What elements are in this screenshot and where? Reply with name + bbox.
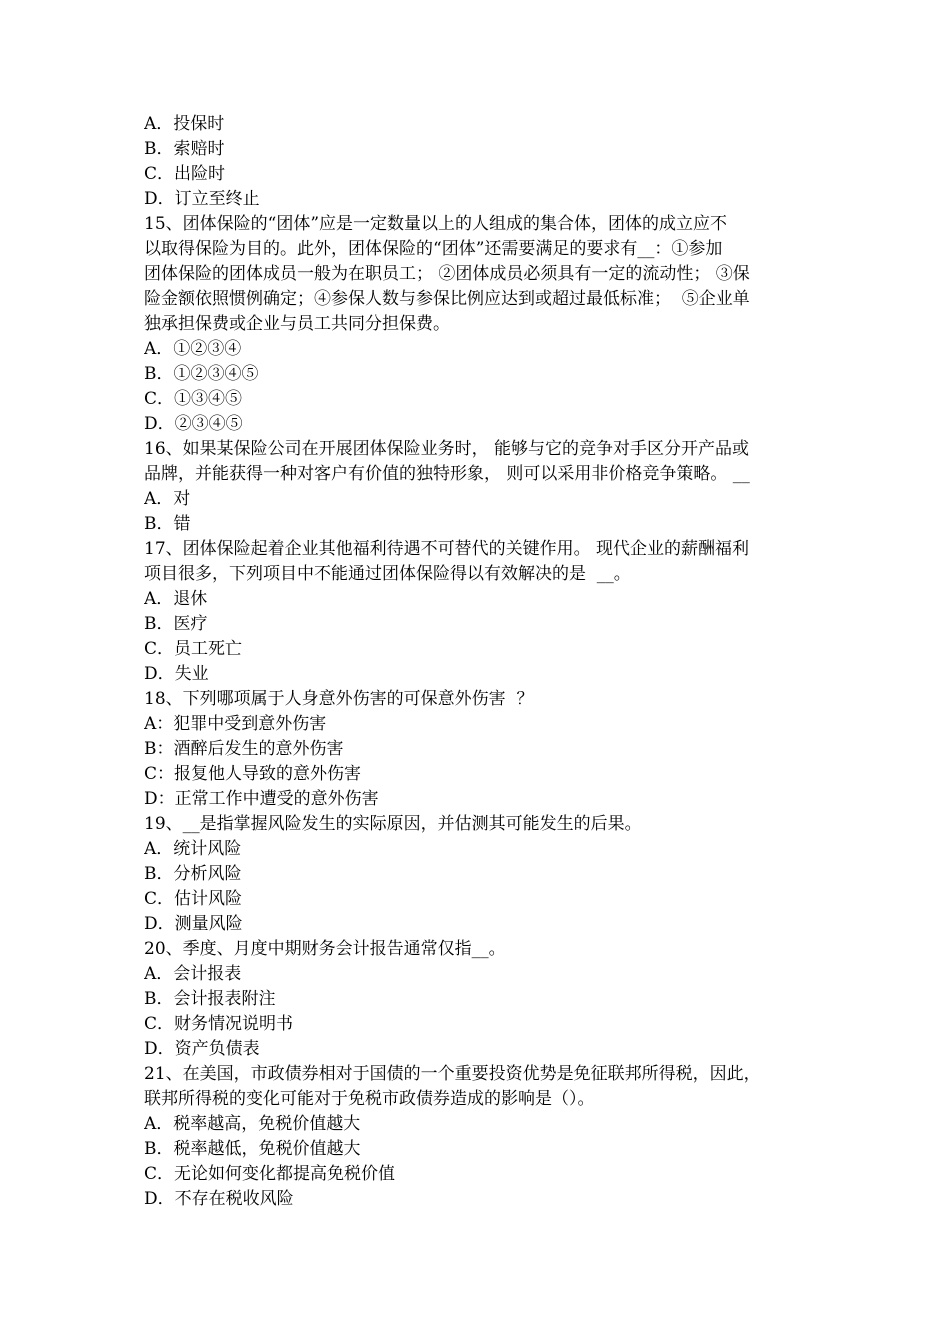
answer-option: B．索赔时: [144, 139, 225, 159]
question-text: [144, 1062, 808, 1112]
question-text: [144, 812, 808, 837]
answer-option: A．投保时: [144, 114, 225, 134]
answer-option: D．测量风险: [144, 914, 243, 934]
question-line: 18、下列哪项属于人身意外伤害的可保意外伤害 ？: [144, 689, 534, 709]
answer-option: A．退休: [144, 589, 208, 609]
question-line: 项目很多，下列项目中不能通过团体保险得以有效解决的是 __。: [144, 564, 631, 584]
answer-option: D．失业: [144, 664, 209, 684]
answer-option: C．①③④⑤: [144, 389, 243, 409]
answer-option: D．不存在税收风险: [144, 1189, 294, 1209]
answer-option: A．税率越高，免税价值越大: [144, 1114, 361, 1134]
answer-option: C．出险时: [144, 164, 226, 184]
answer-option: B．医疗: [144, 614, 208, 634]
answer-option: D：正常工作中遭受的意外伤害: [144, 789, 379, 809]
answer-option: A．①②③④: [144, 339, 242, 359]
question-line: 16、如果某保险公司在开展团体保险业务时， 能够与它的竞争对手区分开产品或: [144, 439, 750, 459]
answer-option: C．员工死亡: [144, 639, 243, 659]
question-line: 险金额依照惯例确定；④参保人数与参保比例应达到或超过最低标准； ⑤企业单: [144, 289, 750, 309]
question-line: 20、季度、月度中期财务会计报告通常仅指__。: [144, 939, 506, 959]
answer-option: D．订立至终止: [144, 189, 260, 209]
answer-option: A．统计风险: [144, 839, 242, 859]
answer-option: B．分析风险: [144, 864, 242, 884]
answer-option: A．对: [144, 489, 191, 509]
answer-option: A：犯罪中受到意外伤害: [144, 714, 327, 734]
answer-option: A．会计报表: [144, 964, 242, 984]
question-line: 团体保险的团体成员一般为在职员工； ②团体成员必须具有一定的流动性； ③保: [144, 264, 750, 284]
answer-option: B．税率越低，免税价值越大: [144, 1139, 361, 1159]
question-text: [144, 937, 808, 962]
question-line: 联邦所得税的变化可能对于免税市政债券造成的影响是（）。: [144, 1089, 595, 1109]
answer-option: B．错: [144, 514, 191, 534]
answer-option: C．估计风险: [144, 889, 243, 909]
answer-option: B：酒醉后发生的意外伤害: [144, 739, 344, 759]
answer-option: B．①②③④⑤: [144, 364, 259, 384]
answer-option: C．无论如何变化都提高免税价值: [144, 1164, 396, 1184]
question-line: 21、在美国，市政债券相对于国债的一个重要投资优势是免征联邦所得税，因此，: [144, 1064, 761, 1084]
question-line: 19、__是指掌握风险发生的实际原因，并估测其可能发生的后果。: [144, 814, 642, 834]
question-line: 17、团体保险起着企业其他福利待遇不可替代的关键作用。 现代企业的薪酬福利: [144, 539, 750, 559]
answer-option: C．财务情况说明书: [144, 1014, 294, 1034]
answer-option: B．会计报表附注: [144, 989, 276, 1009]
question-text: [144, 212, 808, 337]
question-line: 以取得保险为目的。此外，团体保险的“团体”还需要满足的要求有__：①参加: [144, 239, 723, 259]
answer-option: D．②③④⑤: [144, 414, 243, 434]
answer-option: C：报复他人导致的意外伤害: [144, 764, 362, 784]
question-text: [144, 437, 808, 487]
document-page: [144, 112, 808, 1212]
answer-option: D．资产负债表: [144, 1039, 260, 1059]
question-text: [144, 687, 808, 712]
question-line: 独承担保费或企业与员工共同分担保费。: [144, 314, 450, 334]
question-line: 品牌，并能获得一种对客户有价值的独特形象， 则可以采用非价格竞争策略。 __: [144, 464, 750, 484]
question-text: [144, 537, 808, 587]
question-line: 15、团体保险的“团体”应是一定数量以上的人组成的集合体，团体的成立应不: [144, 214, 728, 234]
